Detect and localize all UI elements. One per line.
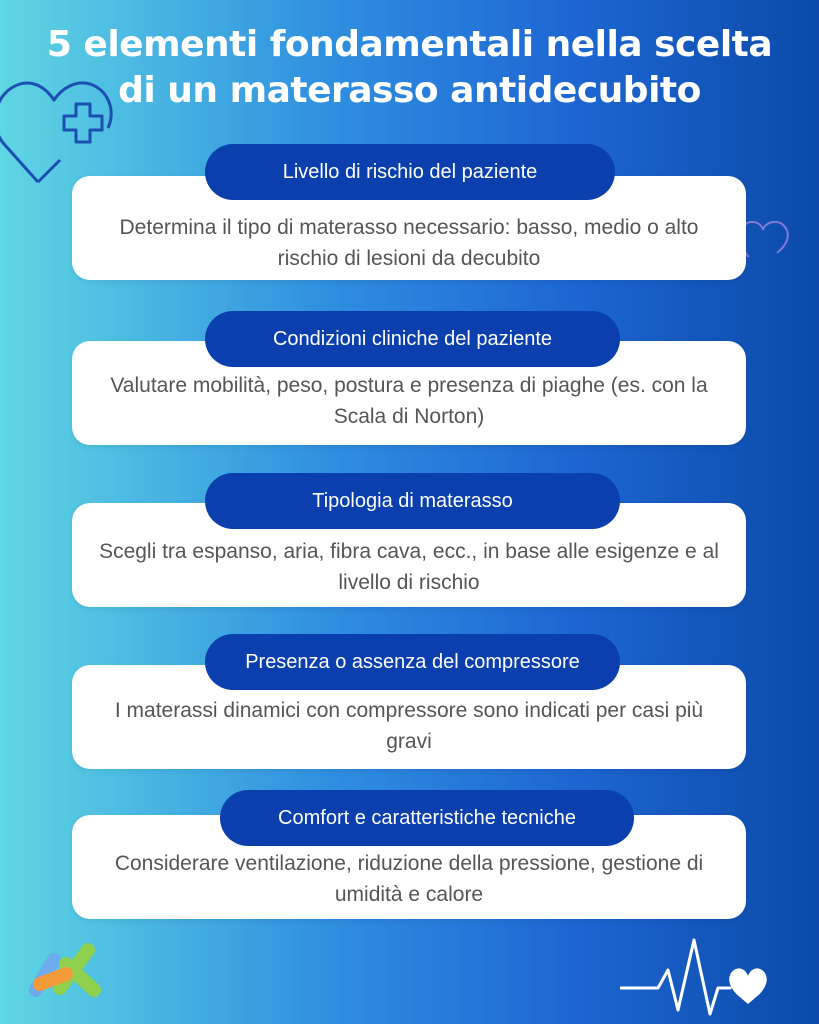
card-description: Scegli tra espanso, aria, fibra cava, ecc., in base alle esigenze e al livello di rischio — [99, 540, 719, 594]
card-heading-pill-4: Presenza o assenza del compressore — [205, 634, 620, 690]
card-description: I materassi dinamici con compressore sono indicati per casi più gravi — [114, 699, 704, 753]
title-line-1: 5 elementi fondamentali nella scelta — [46, 24, 773, 65]
title-line-2: di un materasso antidecubito — [118, 70, 701, 111]
heartbeat-heart-icon — [620, 928, 780, 1018]
card-heading-pill-2: Condizioni cliniche del paziente — [205, 311, 620, 367]
card-heading-pill-5: Comfort e caratteristiche tecniche — [220, 790, 634, 846]
card-heading-pill-3: Tipologia di materasso — [205, 473, 620, 529]
card-description: Considerare ventilazione, riduzione della pressione, gestione di umidità e calore — [114, 852, 704, 906]
card-description: Valutare mobilità, peso, postura e presenza di piaghe (es. con la Scala di Norton) — [110, 374, 708, 428]
brand-logo — [26, 934, 108, 1002]
card-description: Determina il tipo di materasso necessario: basso, medio o alto rischio di lesioni da decubito — [119, 216, 699, 270]
page-title — [0, 22, 819, 114]
card-heading-pill-1: Livello di rischio del paziente — [205, 144, 615, 200]
